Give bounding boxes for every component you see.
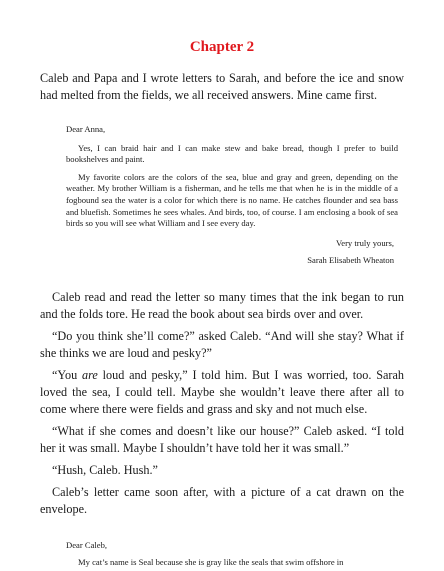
body-paragraph: “Hush, Caleb. Hush.”: [52, 462, 158, 477]
letter-greeting: Dear Caleb,: [66, 539, 108, 550]
text-run: “You: [52, 367, 82, 382]
letter-paragraph: My favorite colors are the colors of the sea, blue and gray and green, depending on the weather. My brother William is a fisherman, and he tells me that when he is in the middle of a fogbound sea the water is a color for which there is no name. He catches flounder and sea bass and bluefish. Sometimes he sees whales. And birds, too, of course. I am enclosing a book of sea birds so you will see what William and I see every day.: [66, 171, 398, 229]
intro-paragraph: Caleb and Papa and I wrote letters to Sarah, and before the ice and snow had melted from the fields, we all received answers. Mine came first.: [40, 71, 404, 102]
letter-paragraph: My cat’s name is Seal because she is gray like the seals that swim offshore in: [78, 556, 344, 567]
narrative-body: [40, 289, 404, 518]
body-paragraph: Caleb’s letter came soon after, with a picture of a cat drawn on the envelope.: [40, 484, 404, 516]
letter-paragraph: Yes, I can braid hair and I can make stew and bake bread, though I prefer to build bookshelves and paint.: [66, 142, 398, 165]
letter-to-caleb: [66, 540, 398, 568]
text-run: loud and pesky,” I told him. But I was worried, too. Sarah loved the sea, I could tell. Maybe she wouldn’t leave there after all to come where there were fields and grass and sky and not much else.: [40, 367, 404, 416]
body-paragraph: [40, 367, 404, 418]
emphasis-text: are: [82, 367, 98, 382]
letter-to-anna: [66, 124, 398, 267]
letter-greeting: Dear Anna,: [66, 124, 106, 134]
body-paragraph: Caleb read and read the letter so many times that the ink began to run and the folds tore. He read the book about sea birds over and over.: [40, 289, 404, 321]
body-paragraph: “What if she comes and doesn’t like our house?” Caleb asked. “I told her it was small. Maybe I shouldn’t have told her it was small.”: [40, 423, 404, 455]
chapter-title: Chapter 2: [189, 39, 255, 55]
letter-closing: Very truly yours,: [336, 237, 394, 248]
body-paragraph: “Do you think she’ll come?” asked Caleb. “And will she stay? What if she thinks we are loud and pesky?”: [40, 328, 404, 360]
letter-signature: Sarah Elisabeth Wheaton: [307, 255, 394, 266]
